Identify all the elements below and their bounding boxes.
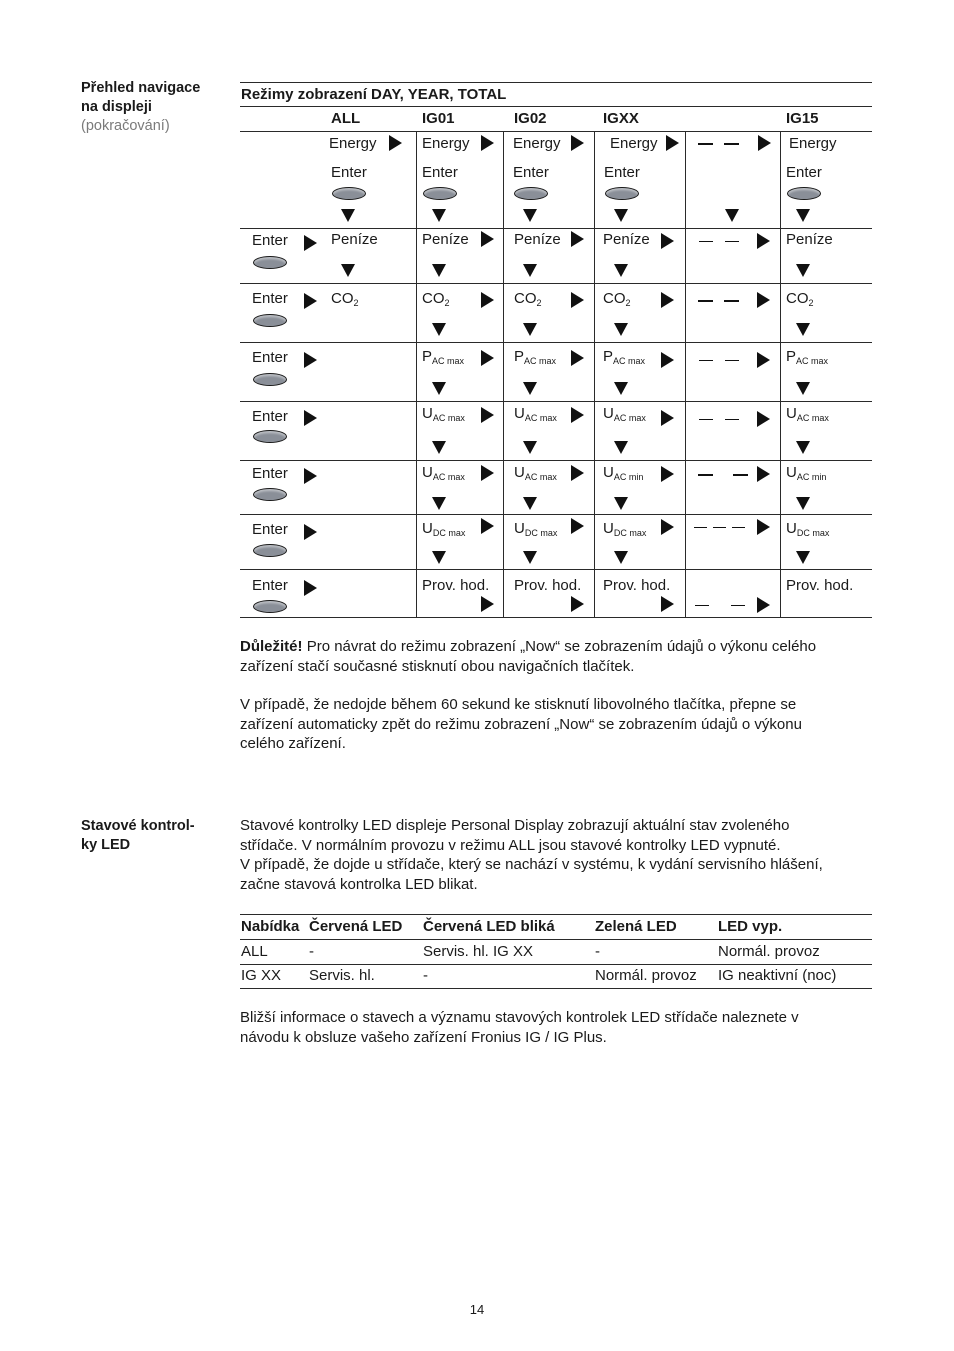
penize-label: Peníze bbox=[422, 231, 469, 248]
arrow-down-icon bbox=[725, 209, 739, 222]
enter-label: Enter bbox=[252, 521, 288, 538]
arrow-right-icon bbox=[661, 466, 674, 482]
enter-button-icon bbox=[253, 256, 287, 269]
arrow-down-icon bbox=[432, 209, 446, 222]
col-header-ig02: IG02 bbox=[514, 110, 547, 127]
arrow-down-icon bbox=[523, 209, 537, 222]
dash bbox=[724, 143, 739, 145]
arrow-right-icon bbox=[304, 352, 317, 368]
led-intro-line3: V případě, že dojde u střídače, který se nachází v systému, k vydání servisního hlášení, bbox=[240, 856, 823, 873]
arrow-right-icon bbox=[571, 231, 584, 247]
table-caption: Režimy zobrazení DAY, YEAR, TOTAL bbox=[241, 86, 507, 103]
enter-button-icon bbox=[423, 187, 457, 200]
prov-hod-label: Prov. hod. bbox=[422, 577, 490, 594]
arrow-down-icon bbox=[796, 382, 810, 395]
dash bbox=[695, 605, 709, 606]
timeout-line3: celého zařízení. bbox=[240, 735, 346, 752]
penize-label: Peníze bbox=[331, 231, 378, 248]
u-dc-max-label: $U_{DC max}$ bbox=[422, 520, 466, 538]
table-rule bbox=[240, 82, 872, 83]
arrow-right-icon bbox=[571, 350, 584, 366]
dash bbox=[698, 143, 713, 145]
prov-hod-label: Prov. hod. bbox=[786, 577, 854, 594]
enter-button-icon bbox=[605, 187, 639, 200]
enter-label: Enter bbox=[252, 349, 288, 366]
important-text1: Pro návrat do režimu zobrazení „Now“ se zobrazením údajů o výkonu celého bbox=[306, 638, 817, 655]
arrow-right-icon bbox=[661, 233, 674, 249]
penize-label: Peníze bbox=[786, 231, 833, 248]
arrow-down-icon bbox=[432, 551, 446, 564]
energy-label: Energy bbox=[329, 135, 377, 152]
dash bbox=[713, 527, 726, 528]
section-title-line2: na displeji bbox=[81, 99, 152, 115]
u-dc-max-label: $U_{DC max}$ bbox=[786, 520, 830, 538]
arrow-right-icon bbox=[481, 350, 494, 366]
co2-label: $CO_2$ bbox=[331, 290, 359, 308]
section-subtitle: (pokračování) bbox=[81, 118, 170, 134]
arrow-right-icon bbox=[661, 352, 674, 368]
co2-label: $CO_2$ bbox=[514, 290, 542, 308]
arrow-down-icon bbox=[796, 209, 810, 222]
arrow-down-icon bbox=[796, 441, 810, 454]
arrow-right-icon bbox=[304, 468, 317, 484]
arrow-right-icon bbox=[661, 519, 674, 535]
energy-label: Energy bbox=[422, 135, 470, 152]
table-rule bbox=[240, 401, 872, 402]
table-cell: ALL bbox=[241, 943, 268, 960]
prov-hod-label: Prov. hod. bbox=[603, 577, 671, 594]
u-dc-max-label: $U_{DC max}$ bbox=[514, 520, 558, 538]
arrow-right-icon bbox=[389, 135, 402, 151]
enter-button-icon bbox=[253, 600, 287, 613]
enter-label: Enter bbox=[252, 290, 288, 307]
arrow-right-icon bbox=[758, 135, 771, 151]
col-divider bbox=[503, 131, 504, 617]
led-intro-line4: začne stavová kontrolka LED blikat. bbox=[240, 875, 478, 893]
arrow-down-icon bbox=[432, 264, 446, 277]
arrow-down-icon bbox=[614, 209, 628, 222]
enter-button-icon bbox=[787, 187, 821, 200]
timeout-paragraph bbox=[240, 695, 880, 754]
dash bbox=[694, 527, 707, 528]
arrow-right-icon bbox=[571, 596, 584, 612]
arrow-right-icon bbox=[757, 466, 770, 482]
table-rule bbox=[240, 283, 872, 284]
dash bbox=[698, 300, 713, 302]
enter-button-icon bbox=[253, 430, 287, 443]
led-intro-line1: Stavové kontrolky LED displeje Personal Display zobrazují aktuální stav zvoleného bbox=[240, 817, 790, 834]
col-divider bbox=[780, 131, 781, 617]
u-ac-min-label: $U_{AC min}$ bbox=[786, 464, 827, 482]
arrow-down-icon bbox=[523, 323, 537, 336]
u-ac-min-label: $U_{AC min}$ bbox=[603, 464, 644, 482]
arrow-down-icon bbox=[523, 441, 537, 454]
arrow-down-icon bbox=[796, 551, 810, 564]
section-title-line2: ky LED bbox=[81, 837, 131, 853]
arrow-right-icon bbox=[757, 292, 770, 308]
arrow-right-icon bbox=[481, 465, 494, 481]
arrow-right-icon bbox=[757, 411, 770, 427]
led-header-red-blink: Červená LED bliká bbox=[423, 918, 555, 935]
arrow-right-icon bbox=[661, 292, 674, 308]
dash bbox=[731, 605, 745, 606]
dash bbox=[733, 474, 748, 476]
arrow-down-icon bbox=[341, 264, 355, 277]
dash bbox=[725, 360, 739, 361]
dash bbox=[725, 241, 739, 242]
p-ac-max-label: $P_{AC max}$ bbox=[603, 348, 646, 366]
arrow-down-icon bbox=[614, 551, 628, 564]
table-cell: Servis. hl. bbox=[309, 967, 375, 984]
dash bbox=[699, 241, 713, 242]
arrow-right-icon bbox=[304, 580, 317, 596]
page-number: 14 bbox=[469, 1302, 485, 1317]
led-header-green: Zelená LED bbox=[595, 918, 677, 935]
arrow-right-icon bbox=[661, 410, 674, 426]
enter-button-icon bbox=[253, 488, 287, 501]
co2-label: $CO_2$ bbox=[786, 290, 814, 308]
enter-label: Enter bbox=[513, 164, 549, 181]
section-title-led bbox=[81, 817, 195, 855]
enter-label: Enter bbox=[252, 577, 288, 594]
timeout-line2: zařízení automaticky zpět do režimu zobrazení „Now“ se zobrazením údajů o výkonu bbox=[240, 715, 802, 733]
arrow-right-icon bbox=[304, 410, 317, 426]
arrow-down-icon bbox=[523, 551, 537, 564]
table-cell: IG XX bbox=[241, 967, 282, 984]
col-header-igxx: IGXX bbox=[603, 110, 639, 127]
enter-label: Enter bbox=[604, 164, 640, 181]
table-rule bbox=[240, 964, 872, 965]
table-rule bbox=[240, 131, 872, 132]
col-divider bbox=[685, 131, 686, 617]
arrow-down-icon bbox=[432, 441, 446, 454]
table-rule bbox=[240, 228, 872, 229]
u-ac-max-label: $U_{AC max}$ bbox=[422, 405, 465, 423]
dash bbox=[699, 360, 713, 361]
enter-label: Enter bbox=[422, 164, 458, 181]
enter-button-icon bbox=[253, 544, 287, 557]
important-line1 bbox=[240, 637, 880, 657]
col-header-ig15: IG15 bbox=[786, 110, 819, 127]
table-cell: Normál. provoz bbox=[718, 943, 820, 960]
energy-label: Energy bbox=[610, 135, 658, 152]
arrow-down-icon bbox=[523, 497, 537, 510]
important-line2: zařízení stačí současné stisknutí obou navigačních tlačítek. bbox=[240, 657, 635, 675]
u-ac-max-label: $U_{AC max}$ bbox=[514, 464, 557, 482]
dash bbox=[699, 419, 713, 420]
table-cell: - bbox=[309, 943, 314, 960]
arrow-down-icon bbox=[614, 264, 628, 277]
col-divider bbox=[594, 131, 595, 617]
arrow-right-icon bbox=[481, 135, 494, 151]
arrow-right-icon bbox=[571, 518, 584, 534]
arrow-right-icon bbox=[481, 407, 494, 423]
arrow-down-icon bbox=[432, 382, 446, 395]
arrow-right-icon bbox=[661, 596, 674, 612]
energy-label: Energy bbox=[789, 135, 837, 152]
col-header-all: ALL bbox=[331, 110, 361, 127]
arrow-down-icon bbox=[523, 382, 537, 395]
important-note bbox=[240, 637, 880, 676]
dash bbox=[724, 300, 739, 302]
table-rule bbox=[240, 914, 872, 915]
p-ac-max-label: $P_{AC max}$ bbox=[422, 348, 465, 366]
p-ac-max-label: $P_{AC max}$ bbox=[514, 348, 557, 366]
enter-button-icon bbox=[332, 187, 366, 200]
table-rule bbox=[240, 569, 872, 570]
table-rule bbox=[240, 106, 872, 107]
table-rule bbox=[240, 988, 872, 989]
led-intro-paragraph bbox=[240, 816, 880, 894]
arrow-down-icon bbox=[432, 323, 446, 336]
u-ac-max-label: $U_{AC max}$ bbox=[603, 405, 646, 423]
col-divider bbox=[416, 131, 417, 617]
section-title-line1: Stavové kontrol- bbox=[81, 818, 195, 834]
table-rule bbox=[240, 514, 872, 515]
enter-label: Enter bbox=[331, 164, 367, 181]
table-rule bbox=[240, 342, 872, 343]
arrow-right-icon bbox=[571, 407, 584, 423]
arrow-right-icon bbox=[757, 519, 770, 535]
u-ac-max-label: $U_{AC max}$ bbox=[422, 464, 465, 482]
u-ac-max-label: $U_{AC max}$ bbox=[514, 405, 557, 423]
enter-label: Enter bbox=[252, 465, 288, 482]
arrow-right-icon bbox=[666, 135, 679, 151]
enter-button-icon bbox=[514, 187, 548, 200]
co2-label: $CO_2$ bbox=[422, 290, 450, 308]
dash bbox=[725, 419, 739, 420]
arrow-right-icon bbox=[571, 292, 584, 308]
more-info-line1: Bližší informace o stavech a významu stavových kontrolek LED střídače naleznete v bbox=[240, 1009, 799, 1026]
more-info-paragraph bbox=[240, 1008, 880, 1047]
table-cell: Normál. provoz bbox=[595, 967, 697, 984]
enter-button-icon bbox=[253, 314, 287, 327]
arrow-right-icon bbox=[481, 596, 494, 612]
table-rule bbox=[240, 460, 872, 461]
p-ac-max-label: $P_{AC max}$ bbox=[786, 348, 829, 366]
arrow-right-icon bbox=[571, 135, 584, 151]
penize-label: Peníze bbox=[514, 231, 561, 248]
energy-label: Energy bbox=[513, 135, 561, 152]
penize-label: Peníze bbox=[603, 231, 650, 248]
enter-button-icon bbox=[253, 373, 287, 386]
led-intro-line2: střídače. V normálním provozu v režimu ALL jsou stavové kontrolky LED vypnuté. bbox=[240, 836, 781, 854]
led-header-menu: Nabídka bbox=[241, 918, 300, 935]
table-cell: - bbox=[423, 967, 428, 984]
arrow-right-icon bbox=[304, 293, 317, 309]
led-header-red: Červená LED bbox=[309, 918, 403, 935]
section-title-line1: Přehled navigace bbox=[81, 80, 201, 96]
arrow-right-icon bbox=[571, 465, 584, 481]
dash bbox=[698, 474, 713, 476]
arrow-right-icon bbox=[481, 231, 494, 247]
important-lead: Důležité! bbox=[240, 638, 303, 655]
u-ac-max-label: $U_{AC max}$ bbox=[786, 405, 829, 423]
arrow-down-icon bbox=[614, 441, 628, 454]
timeout-line1: V případě, že nedojde během 60 sekund ke stisknutí libovolného tlačítka, přepne se bbox=[240, 696, 797, 713]
more-info-line2: návodu k obsluze vašeho zařízení Fronius IG / IG Plus. bbox=[240, 1028, 607, 1046]
arrow-right-icon bbox=[481, 292, 494, 308]
prov-hod-label: Prov. hod. bbox=[514, 577, 582, 594]
arrow-right-icon bbox=[757, 233, 770, 249]
arrow-right-icon bbox=[304, 524, 317, 540]
table-rule bbox=[240, 939, 872, 940]
table-cell: Servis. hl. IG XX bbox=[423, 943, 534, 960]
arrow-down-icon bbox=[341, 209, 355, 222]
arrow-down-icon bbox=[796, 497, 810, 510]
arrow-right-icon bbox=[757, 352, 770, 368]
arrow-right-icon bbox=[304, 235, 317, 251]
section-title-navigation bbox=[81, 79, 200, 136]
table-rule bbox=[240, 617, 872, 618]
arrow-down-icon bbox=[432, 497, 446, 510]
enter-label: Enter bbox=[786, 164, 822, 181]
arrow-down-icon bbox=[614, 382, 628, 395]
u-dc-max-label: $U_{DC max}$ bbox=[603, 520, 647, 538]
table-cell: - bbox=[595, 943, 600, 960]
dash bbox=[732, 527, 745, 528]
enter-label: Enter bbox=[252, 232, 288, 249]
arrow-right-icon bbox=[757, 597, 770, 613]
enter-label: Enter bbox=[252, 408, 288, 425]
arrow-down-icon bbox=[614, 323, 628, 336]
arrow-down-icon bbox=[614, 497, 628, 510]
table-cell: IG neaktivní (noc) bbox=[718, 967, 837, 984]
col-header-ig01: IG01 bbox=[422, 110, 455, 127]
arrow-down-icon bbox=[796, 264, 810, 277]
arrow-down-icon bbox=[796, 323, 810, 336]
arrow-down-icon bbox=[523, 264, 537, 277]
led-header-off: LED vyp. bbox=[718, 918, 783, 935]
co2-label: $CO_2$ bbox=[603, 290, 631, 308]
arrow-right-icon bbox=[481, 518, 494, 534]
